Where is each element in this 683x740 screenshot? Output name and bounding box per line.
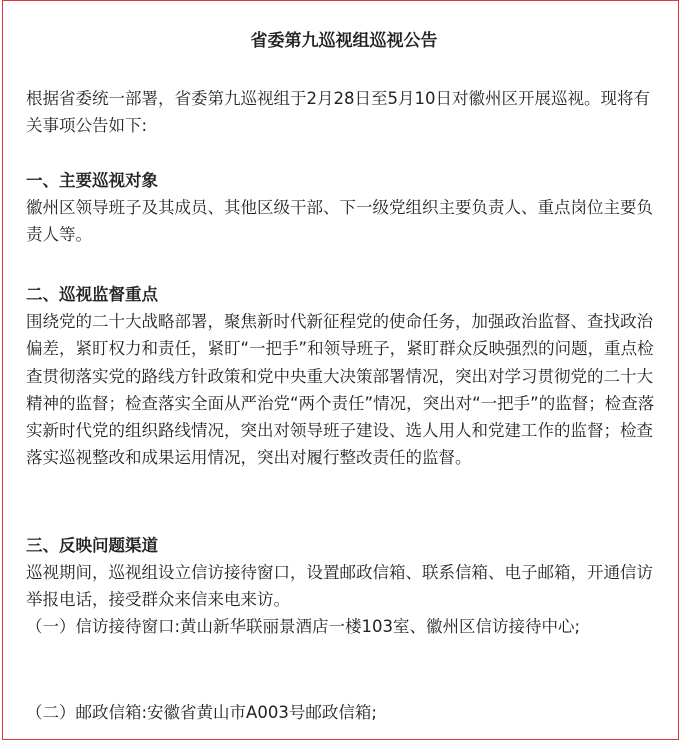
section-3-heading: 三、反映问题渠道: [26, 536, 158, 555]
channel-item-2: （二）邮政信箱:安徽省黄山市A003号邮政信箱;: [26, 703, 377, 722]
channel-item-1: （一）信访接待窗口:黄山新华联丽景酒店一楼103室、徽州区信访接待中心;: [26, 617, 581, 636]
section-1-body: 徽州区领导班子及其成员、其他区级干部、下一级党组织主要负责人、重点岗位主要负责人等。: [26, 198, 653, 245]
page-title: 省委第九巡视组巡视公告: [250, 31, 438, 51]
intro-paragraph: 根据省委统一部署，省委第九巡视组于2月28日至5月10日对徽州区开展巡视。现将有关事项公告如下:: [26, 89, 650, 136]
section-3-body: 巡视期间，巡视组设立信访接待窗口，设置邮政信箱、联系信箱、电子邮箱，开通信访举报电话，接受群众来信来电来访。: [26, 563, 653, 610]
section-2-body: 围绕党的二十大战略部署，聚焦新时代新征程党的使命任务，加强政治监督、查找政治偏差，紧盯权力和责任，紧盯“一把手”和领导班子，紧盯群众反映强烈的问题，重点检查贯彻落实党的路线方针政策和党中央重大决策部署情况，突出对学习贯彻党的二十大精神的监督；检查落实全面从严治党“两个责任”情况，突出对“一把手”的监督；检查落实新时代党的组织路线情况，突出对领导班子建设、选人用人和党建工作的监督；检查落实巡视整改和成果运用情况，突出对履行整改责任的监督。: [26, 312, 655, 468]
section-1-heading: 一、主要巡视对象: [26, 171, 158, 190]
section-2-heading: 二、巡视监督重点: [26, 285, 158, 304]
